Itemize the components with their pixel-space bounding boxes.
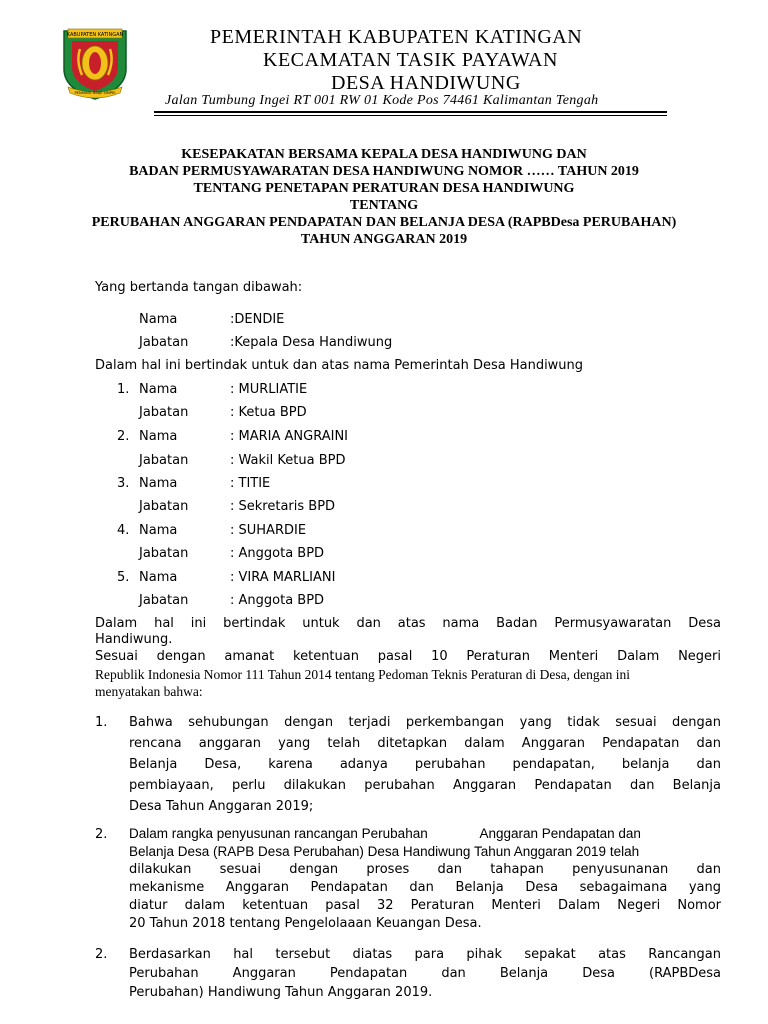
first-party-nama-label: Nama <box>139 312 178 327</box>
point-line: rencana anggaran yang telah ditetapkan dalam Anggaran Pendapatan dan <box>129 736 721 751</box>
point-line: Berdasarkan hal tersebut diatas para pihak sepakat atas Rancangan <box>129 947 721 962</box>
member-number: 3. <box>117 476 130 491</box>
member-number: 5. <box>117 570 130 585</box>
point-line: Desa Tahun Anggaran 2019; <box>129 799 314 814</box>
member-nama-value: : VIRA MARLIANI <box>230 570 336 585</box>
member-nama-value: : TITIE <box>230 476 271 491</box>
point-line: mekanisme Anggaran Pendapatan dan Belanja Desa sebagaimana yang <box>129 880 721 895</box>
point-line: diatur dalam ketentuan pasal 32 Peraturan Menteri Dalam Negeri Nomor <box>129 898 721 913</box>
member-number: 4. <box>117 523 130 538</box>
point-number: 1. <box>95 715 108 730</box>
second-party-statement-line-2: Handiwung. <box>95 632 173 647</box>
letterhead-rule <box>154 111 667 113</box>
letterhead-address: Jalan Tumbung Ingei RT 001 RW 01 Kode Pos 74461 Kalimantan Tengah <box>165 93 599 108</box>
title-line-1: KESEPAKATAN BERSAMA KEPALA DESA HANDIWUNG DAN <box>181 147 587 162</box>
member-jabatan-value: : Anggota BPD <box>230 593 325 608</box>
member-number: 2. <box>117 429 130 444</box>
second-party-statement-line-1: Dalam hal ini bertindak untuk dan atas nama Badan Permusyawaratan Desa <box>95 616 721 631</box>
letterhead-district: KECAMATAN TASIK PAYAWAN <box>263 49 558 71</box>
point-line: Belanja Desa (RAPB Desa Perubahan) Desa Handiwung Tahun Anggaran 2019 telah <box>129 844 640 859</box>
point-line: Dalam rangka penyusunan rancangan Perubahan Anggaran Pendapatan dan <box>129 826 641 841</box>
logo-caption-top: KABUPATEN KATINGAN <box>66 32 124 38</box>
mandate-line-3: menyatakan bahwa: <box>95 684 203 699</box>
member-nama-label: Nama <box>139 429 178 444</box>
point-number: 2. <box>95 947 108 962</box>
member-number: 1. <box>117 382 130 397</box>
member-nama-value: : MURLIATIE <box>230 382 308 397</box>
point-line: pembiayaan, perlu dilakukan perubahan Anggaran Pendapatan dan Belanja <box>129 778 721 793</box>
member-nama-label: Nama <box>139 382 178 397</box>
member-jabatan-label: Jabatan <box>139 499 189 514</box>
member-jabatan-value: : Wakil Ketua BPD <box>230 453 346 468</box>
point-line: dilakukan sesuai dengan proses dan tahapan penyusunanan dan <box>129 862 721 877</box>
member-nama-label: Nama <box>139 523 178 538</box>
letterhead-rule-thin <box>154 115 667 116</box>
mandate-line-2: Republik Indonesia Nomor 111 Tahun 2014 tentang Pedoman Teknis Peraturan di Desa, dengan ini <box>95 667 631 682</box>
letterhead-village: DESA HANDIWUNG <box>331 72 521 94</box>
first-party-jabatan-label: Jabatan <box>139 335 189 350</box>
title-line-5: PERUBAHAN ANGGARAN PENDAPATAN DAN BELANJA DESA (RAPBDesa PERUBAHAN) <box>91 215 677 230</box>
member-nama-value: : MARIA ANGRAINI <box>230 429 348 444</box>
member-jabatan-label: Jabatan <box>139 405 189 420</box>
member-jabatan-label: Jabatan <box>139 453 189 468</box>
point-number: 2. <box>95 827 108 842</box>
member-nama-value: : SUHARDIE <box>230 523 307 538</box>
first-party-jabatan-value: :Kepala Desa Handiwung <box>230 335 393 350</box>
title-line-2: BADAN PERMUSYAWARATAN DESA HANDIWUNG NOMOR …… TAHUN 2019 <box>129 164 639 179</box>
point-line: Perubahan Anggaran Pendapatan dan Belanja Desa (RAPBDesa <box>129 966 721 981</box>
point-line: Perubahan) Handiwung Tahun Anggaran 2019. <box>129 985 433 1000</box>
mandate-line-1: Sesuai dengan amanat ketentuan pasal 10 Peraturan Menteri Dalam Negeri <box>95 649 721 664</box>
first-party-statement: Dalam hal ini bertindak untuk dan atas nama Pemerintah Desa Handiwung <box>95 358 584 373</box>
point-line: Bahwa sehubungan dengan terjadi perkembangan yang tidak sesuai dengan <box>129 715 721 730</box>
title-line-6: TAHUN ANGGARAN 2019 <box>300 232 468 247</box>
member-jabatan-label: Jabatan <box>139 546 189 561</box>
member-jabatan-label: Jabatan <box>139 593 189 608</box>
point-line: Belanja Desa, karena adanya perubahan pendapatan, belanja dan <box>129 757 721 772</box>
logo-caption-bottom: PENYANG HINJE SIMPEI <box>74 91 116 95</box>
intro-text: Yang bertanda tangan dibawah: <box>95 280 303 295</box>
title-line-4: TENTANG <box>349 198 419 213</box>
kabupaten-katingan-logo <box>58 25 132 101</box>
member-nama-label: Nama <box>139 570 178 585</box>
point-line: 20 Tahun 2018 tentang Pengelolaaan Keuangan Desa. <box>129 916 482 931</box>
member-jabatan-value: : Anggota BPD <box>230 546 325 561</box>
member-jabatan-value: : Sekretaris BPD <box>230 499 336 514</box>
first-party-nama-value: :DENDIE <box>230 312 285 327</box>
member-jabatan-value: : Ketua BPD <box>230 405 307 420</box>
letterhead-government: PEMERINTAH KABUPATEN KATINGAN <box>210 26 583 48</box>
title-line-3: TENTANG PENETAPAN PERATURAN DESA HANDIWUNG <box>193 181 575 196</box>
member-nama-label: Nama <box>139 476 178 491</box>
